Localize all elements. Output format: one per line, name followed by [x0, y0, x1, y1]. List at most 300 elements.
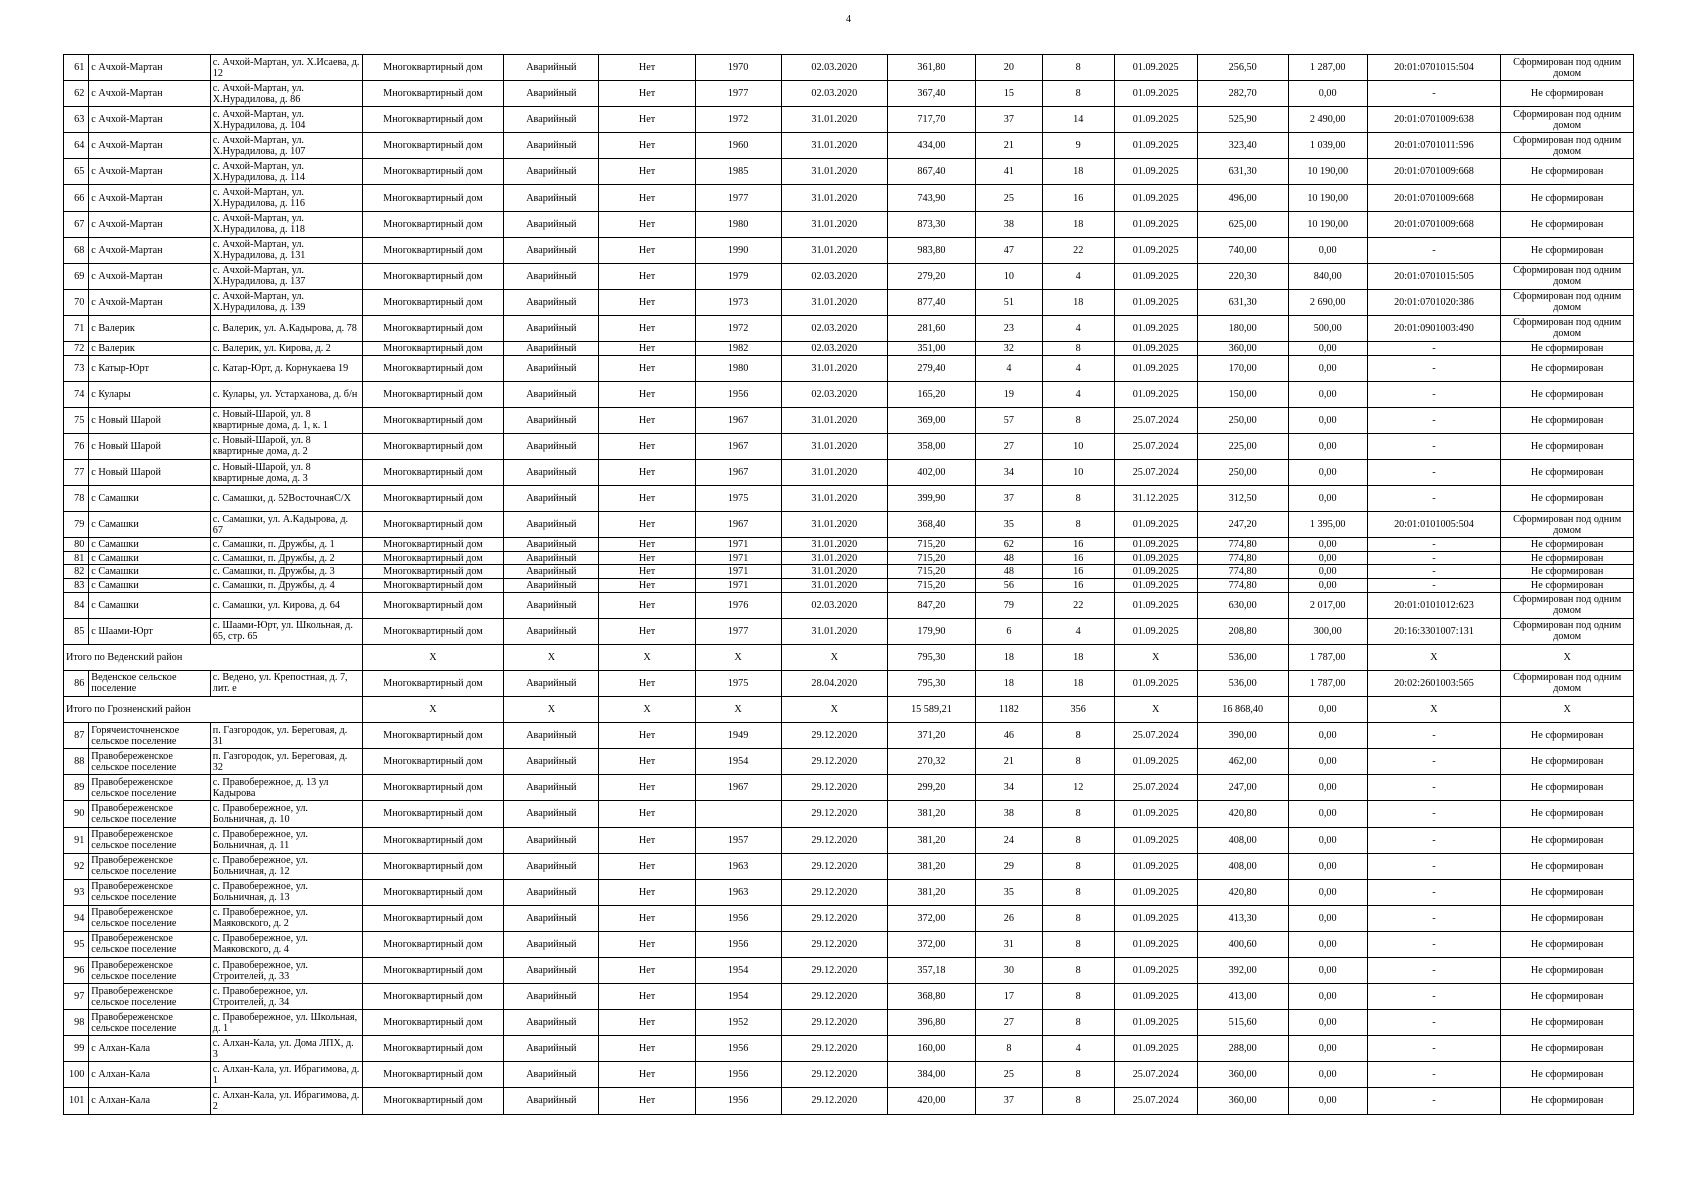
cell-year-built: 1956	[695, 1062, 781, 1088]
cell-year-built: 1967	[695, 775, 781, 801]
cell-flag: Нет	[599, 315, 695, 341]
cell-land-status: Не сформирован	[1501, 381, 1634, 407]
cell-land-status: Не сформирован	[1501, 853, 1634, 879]
cell-residents: 32	[975, 342, 1042, 356]
cell-resettlement-date: 01.09.2025	[1114, 342, 1197, 356]
cell-recognition-date: 31.01.2020	[781, 355, 887, 381]
cell-year-built: 1956	[695, 381, 781, 407]
cell-address: с. Ачхой-Мартан, ул. Х.Нурадилова, д. 137	[210, 263, 362, 289]
cell-cadastral-number: -	[1367, 81, 1501, 107]
cell-apartments: 8	[1042, 801, 1114, 827]
cell-area: 351,00	[887, 342, 975, 356]
cell-area: 877,40	[887, 289, 975, 315]
cell-residents: 10	[975, 263, 1042, 289]
cell-year-built: 1979	[695, 263, 781, 289]
cell-house-condition: Аварийный	[504, 592, 599, 618]
cell-house-type: Многоквартирный дом	[362, 801, 504, 827]
cell-house-type: Многоквартирный дом	[362, 853, 504, 879]
cell-settlement: с Самашки	[89, 579, 210, 593]
cell-land-status: Не сформирован	[1501, 905, 1634, 931]
cell-house-condition: Аварийный	[504, 381, 599, 407]
cell-row-number: 72	[64, 342, 89, 356]
cell-apartments: 8	[1042, 407, 1114, 433]
cell-residents: 20	[975, 55, 1042, 81]
cell-land-status: Сформирован под одним домом	[1501, 670, 1634, 696]
cell-recognition-date: 02.03.2020	[781, 81, 887, 107]
cell-residents: 23	[975, 315, 1042, 341]
cell-apartments: 10	[1042, 433, 1114, 459]
cell-house-condition: Аварийный	[504, 1010, 599, 1036]
cell-cadastral-number: 20:02:2601003:565	[1367, 670, 1501, 696]
cell-house-condition: Аварийный	[504, 957, 599, 983]
cell-year-built: 1956	[695, 931, 781, 957]
cell-flag: Нет	[599, 211, 695, 237]
cell-flag: Нет	[599, 342, 695, 356]
cell-address: с. Алхан-Кала, ул. Дома ЛПХ, д. 3	[210, 1036, 362, 1062]
cell-recognition-date: 29.12.2020	[781, 827, 887, 853]
cell-address: с. Кулары, ул. Устарханова, д. б/н	[210, 381, 362, 407]
cell-cadastral-number: -	[1367, 381, 1501, 407]
cell-settlement: с Алхан-Кала	[89, 1062, 210, 1088]
cell-area: 434,00	[887, 133, 975, 159]
cell-area: 381,20	[887, 827, 975, 853]
cell-resettlement-date: 25.07.2024	[1114, 407, 1197, 433]
cell-cadastral-number: -	[1367, 433, 1501, 459]
cell-settlement: с Алхан-Кала	[89, 1088, 210, 1114]
cell-cadastral-number: -	[1367, 723, 1501, 749]
cell-row-number: 77	[64, 460, 89, 486]
cell-apartments: 18	[1042, 211, 1114, 237]
cell-row-number: 92	[64, 853, 89, 879]
cell-apartments: 16	[1042, 579, 1114, 593]
table-body	[64, 55, 1634, 1115]
cell-residents: 30	[975, 957, 1042, 983]
cell-address: с. Новый-Шарой, ул. 8 квартирные дома, д. 3	[210, 460, 362, 486]
cell-cadastral-number: 20:01:0701015:504	[1367, 55, 1501, 81]
cell-house-type: Многоквартирный дом	[362, 381, 504, 407]
cell-area: 372,00	[887, 931, 975, 957]
cell-recognition-date: 29.12.2020	[781, 1088, 887, 1114]
cell-area: 179,90	[887, 618, 975, 644]
cell-land-status: Не сформирован	[1501, 1036, 1634, 1062]
cell-cadastral-number: 20:01:0701009:668	[1367, 159, 1501, 185]
subtotal-row	[64, 644, 1634, 670]
cell-land-area: 840,00	[1288, 263, 1367, 289]
cell-apartments: 8	[1042, 1062, 1114, 1088]
cell-year-built: 1960	[695, 133, 781, 159]
cell-resettlement-date: 01.09.2025	[1114, 879, 1197, 905]
cell-house-type: X	[362, 644, 504, 670]
cell-house-type: Многоквартирный дом	[362, 342, 504, 356]
cell-house-type: Многоквартирный дом	[362, 931, 504, 957]
cell-land-area: 0,00	[1288, 957, 1367, 983]
cell-recognition-date: 31.01.2020	[781, 289, 887, 315]
cell-row-number: 65	[64, 159, 89, 185]
cell-resettlement-date: 01.09.2025	[1114, 931, 1197, 957]
table-row	[64, 618, 1634, 644]
cell-recognition-date: 29.12.2020	[781, 879, 887, 905]
cell-recognition-date: 02.03.2020	[781, 592, 887, 618]
cell-apartments: 8	[1042, 827, 1114, 853]
cell-house-type: Многоквартирный дом	[362, 538, 504, 552]
cell-resettled-area: 360,00	[1197, 1062, 1288, 1088]
cell-row-number: 100	[64, 1062, 89, 1088]
cell-recognition-date: 29.12.2020	[781, 801, 887, 827]
cell-resettlement-date: 01.09.2025	[1114, 827, 1197, 853]
cell-cadastral-number: 20:01:0701009:638	[1367, 107, 1501, 133]
cell-area: 867,40	[887, 159, 975, 185]
cell-residents: 24	[975, 827, 1042, 853]
table-row	[64, 565, 1634, 579]
table-row	[64, 538, 1634, 552]
cell-resettled-area: 250,00	[1197, 407, 1288, 433]
cell-resettled-area: 150,00	[1197, 381, 1288, 407]
cell-resettlement-date: 01.09.2025	[1114, 984, 1197, 1010]
cell-residents: 34	[975, 775, 1042, 801]
cell-cadastral-number: -	[1367, 749, 1501, 775]
cell-house-condition: Аварийный	[504, 538, 599, 552]
cell-flag: Нет	[599, 1010, 695, 1036]
cell-residents: 27	[975, 1010, 1042, 1036]
cell-land-status: Сформирован под одним домом	[1501, 55, 1634, 81]
cell-settlement: Правобереженское сельское поселение	[89, 853, 210, 879]
cell-land-status: Сформирован под одним домом	[1501, 592, 1634, 618]
cell-area: 381,20	[887, 853, 975, 879]
cell-cadastral-number: 20:01:0901003:490	[1367, 315, 1501, 341]
cell-address: с. Новый-Шарой, ул. 8 квартирные дома, д. 1, к. 1	[210, 407, 362, 433]
cell-resettlement-date: 01.09.2025	[1114, 579, 1197, 593]
cell-year-built: 1967	[695, 460, 781, 486]
cell-area: 795,30	[887, 644, 975, 670]
cell-cadastral-number: -	[1367, 486, 1501, 512]
cell-cadastral-number: -	[1367, 1010, 1501, 1036]
cell-house-type: Многоквартирный дом	[362, 827, 504, 853]
cell-year-built: 1975	[695, 486, 781, 512]
cell-house-type: X	[362, 697, 504, 723]
cell-house-condition: Аварийный	[504, 342, 599, 356]
cell-row-number: 79	[64, 512, 89, 538]
cell-area: 717,70	[887, 107, 975, 133]
cell-land-status: Не сформирован	[1501, 827, 1634, 853]
cell-row-number: 101	[64, 1088, 89, 1114]
cell-apartments: 8	[1042, 1088, 1114, 1114]
cell-land-area: 0,00	[1288, 460, 1367, 486]
table-row	[64, 592, 1634, 618]
table-row	[64, 107, 1634, 133]
cell-house-type: Многоквартирный дом	[362, 984, 504, 1010]
cell-address: с. Правобережное, ул. Больничная, д. 10	[210, 801, 362, 827]
cell-settlement: Правобереженское сельское поселение	[89, 775, 210, 801]
cell-apartments: 8	[1042, 931, 1114, 957]
cell-residents: 21	[975, 749, 1042, 775]
cell-year-built: 1972	[695, 107, 781, 133]
cell-resettlement-date: 01.09.2025	[1114, 81, 1197, 107]
cell-apartments: 18	[1042, 159, 1114, 185]
cell-settlement: с Ачхой-Мартан	[89, 133, 210, 159]
cell-settlement: Правобереженское сельское поселение	[89, 827, 210, 853]
cell-residents: 17	[975, 984, 1042, 1010]
cell-house-type: Многоквартирный дом	[362, 55, 504, 81]
cell-settlement: с Новый Шарой	[89, 460, 210, 486]
cell-house-type: Многоквартирный дом	[362, 407, 504, 433]
cell-land-area: 0,00	[1288, 551, 1367, 565]
table-row	[64, 957, 1634, 983]
cell-year-built: 1976	[695, 592, 781, 618]
cell-house-condition: Аварийный	[504, 355, 599, 381]
cell-address: с. Самашки, ул. Кирова, д. 64	[210, 592, 362, 618]
cell-settlement: Правобереженское сельское поселение	[89, 1010, 210, 1036]
cell-row-number: 82	[64, 565, 89, 579]
cell-residents: 35	[975, 879, 1042, 905]
cell-resettlement-date: 01.09.2025	[1114, 55, 1197, 81]
page-number: 4	[846, 14, 851, 25]
cell-flag: Нет	[599, 237, 695, 263]
cell-address: с. Алхан-Кала, ул. Ибрагимова, д. 2	[210, 1088, 362, 1114]
cell-flag: Нет	[599, 879, 695, 905]
cell-house-condition: Аварийный	[504, 905, 599, 931]
cell-house-type: Многоквартирный дом	[362, 1062, 504, 1088]
cell-row-number: 61	[64, 55, 89, 81]
cell-resettled-area: 400,60	[1197, 931, 1288, 957]
cell-settlement: Правобереженское сельское поселение	[89, 957, 210, 983]
cell-cadastral-number: X	[1367, 697, 1501, 723]
cell-recognition-date: 31.01.2020	[781, 486, 887, 512]
cell-resettlement-date: 01.09.2025	[1114, 551, 1197, 565]
cell-resettled-area: 536,00	[1197, 670, 1288, 696]
cell-house-condition: Аварийный	[504, 1088, 599, 1114]
cell-house-type: Многоквартирный дом	[362, 355, 504, 381]
cell-land-status: Не сформирован	[1501, 185, 1634, 211]
cell-resettled-area: 170,00	[1197, 355, 1288, 381]
cell-address: с. Правобережное, ул. Маяковского, д. 2	[210, 905, 362, 931]
cell-settlement: с Самашки	[89, 486, 210, 512]
cell-house-type: Многоквартирный дом	[362, 592, 504, 618]
cell-resettled-area: 631,30	[1197, 159, 1288, 185]
cell-resettled-area: 323,40	[1197, 133, 1288, 159]
cell-resettlement-date: 01.09.2025	[1114, 107, 1197, 133]
cell-address: с. Ведено, ул. Крепостная, д. 7, лит. е	[210, 670, 362, 696]
cell-land-area: 0,00	[1288, 1036, 1367, 1062]
cell-house-condition: Аварийный	[504, 931, 599, 957]
cell-resettled-area: 282,70	[1197, 81, 1288, 107]
cell-year-built: 1954	[695, 984, 781, 1010]
table-row	[64, 407, 1634, 433]
cell-house-type: Многоквартирный дом	[362, 512, 504, 538]
cell-area: 368,40	[887, 512, 975, 538]
cell-area: 357,18	[887, 957, 975, 983]
cell-cadastral-number: -	[1367, 1088, 1501, 1114]
cell-cadastral-number: 20:01:0101012:623	[1367, 592, 1501, 618]
cell-resettled-area: 288,00	[1197, 1036, 1288, 1062]
cell-house-type: Многоквартирный дом	[362, 749, 504, 775]
cell-land-status: Сформирован под одним домом	[1501, 133, 1634, 159]
cell-cadastral-number: -	[1367, 801, 1501, 827]
cell-house-condition: Аварийный	[504, 801, 599, 827]
cell-settlement: с Новый Шарой	[89, 433, 210, 459]
cell-resettled-area: 774,80	[1197, 538, 1288, 552]
table-row	[64, 237, 1634, 263]
table-row	[64, 905, 1634, 931]
cell-flag: Нет	[599, 159, 695, 185]
cell-cadastral-number: 20:01:0701020:386	[1367, 289, 1501, 315]
cell-resettled-area: 360,00	[1197, 1088, 1288, 1114]
cell-row-number: 64	[64, 133, 89, 159]
cell-recognition-date: 31.01.2020	[781, 565, 887, 579]
cell-cadastral-number: X	[1367, 644, 1501, 670]
cell-address: с. Самашки, п. Дружбы, д. 3	[210, 565, 362, 579]
cell-house-type: Многоквартирный дом	[362, 107, 504, 133]
table-row	[64, 579, 1634, 593]
cell-apartments: 8	[1042, 957, 1114, 983]
cell-year-built: 1967	[695, 433, 781, 459]
cell-resettlement-date: 01.09.2025	[1114, 618, 1197, 644]
cell-year-built: 1957	[695, 827, 781, 853]
cell-apartments: 8	[1042, 512, 1114, 538]
cell-settlement: с Самашки	[89, 538, 210, 552]
cell-resettled-area: 462,00	[1197, 749, 1288, 775]
cell-address: с. Правобережное, д. 13 ул Кадырова	[210, 775, 362, 801]
cell-address: с. Правобережное, ул. Больничная, д. 11	[210, 827, 362, 853]
cell-house-condition: Аварийный	[504, 551, 599, 565]
cell-settlement: с Самашки	[89, 512, 210, 538]
cell-row-number: 93	[64, 879, 89, 905]
cell-area: 715,20	[887, 565, 975, 579]
cell-resettlement-date: 01.09.2025	[1114, 355, 1197, 381]
table-row	[64, 775, 1634, 801]
cell-land-area: 0,00	[1288, 579, 1367, 593]
cell-flag: Нет	[599, 355, 695, 381]
cell-residents: 21	[975, 133, 1042, 159]
cell-area: 381,20	[887, 879, 975, 905]
cell-recognition-date: 29.12.2020	[781, 1036, 887, 1062]
table-row	[64, 342, 1634, 356]
cell-flag: Нет	[599, 618, 695, 644]
cell-recognition-date: 29.12.2020	[781, 853, 887, 879]
cell-address: с. Ачхой-Мартан, ул. Х.Нурадилова, д. 86	[210, 81, 362, 107]
table-row	[64, 1010, 1634, 1036]
table-row	[64, 827, 1634, 853]
cell-land-area: 0,00	[1288, 749, 1367, 775]
cell-recognition-date: 31.01.2020	[781, 433, 887, 459]
cell-house-type: Многоквартирный дом	[362, 551, 504, 565]
cell-recognition-date: 29.12.2020	[781, 957, 887, 983]
table-row	[64, 512, 1634, 538]
cell-resettlement-date: 25.07.2024	[1114, 460, 1197, 486]
cell-year-built: 1956	[695, 1036, 781, 1062]
cell-house-type: Многоквартирный дом	[362, 723, 504, 749]
cell-area: 371,20	[887, 723, 975, 749]
cell-settlement: Правобереженское сельское поселение	[89, 984, 210, 1010]
cell-residents: 48	[975, 565, 1042, 579]
cell-house-type: Многоквартирный дом	[362, 957, 504, 983]
cell-resettled-area: 413,30	[1197, 905, 1288, 931]
cell-row-number: 85	[64, 618, 89, 644]
cell-year-built: 1972	[695, 315, 781, 341]
cell-area: 270,32	[887, 749, 975, 775]
cell-recognition-date: 02.03.2020	[781, 55, 887, 81]
cell-resettled-area: 420,80	[1197, 801, 1288, 827]
cell-settlement: с Катыр-Юрт	[89, 355, 210, 381]
cell-resettlement-date: 01.09.2025	[1114, 565, 1197, 579]
cell-residents: 8	[975, 1036, 1042, 1062]
cell-recognition-date: 31.01.2020	[781, 512, 887, 538]
cell-year-built: 1956	[695, 905, 781, 931]
cell-year-built: 1971	[695, 551, 781, 565]
table-row	[64, 1062, 1634, 1088]
cell-land-area: 500,00	[1288, 315, 1367, 341]
cell-house-condition: Аварийный	[504, 263, 599, 289]
cell-house-condition: Аварийный	[504, 749, 599, 775]
cell-house-type: Многоквартирный дом	[362, 879, 504, 905]
cell-house-type: Многоквартирный дом	[362, 579, 504, 593]
cell-apartments: 4	[1042, 381, 1114, 407]
cell-house-type: Многоквартирный дом	[362, 433, 504, 459]
cell-row-number: 86	[64, 670, 89, 696]
cell-land-status: Не сформирован	[1501, 1062, 1634, 1088]
cell-land-area: 0,00	[1288, 984, 1367, 1010]
cell-settlement: с Шаами-Юрт	[89, 618, 210, 644]
cell-house-condition: Аварийный	[504, 237, 599, 263]
cell-address: с. Самашки, п. Дружбы, д. 2	[210, 551, 362, 565]
cell-year-built: 1985	[695, 159, 781, 185]
cell-house-condition: Аварийный	[504, 984, 599, 1010]
cell-land-status: Сформирован под одним домом	[1501, 263, 1634, 289]
cell-house-type: Многоквартирный дом	[362, 185, 504, 211]
cell-apartments: 4	[1042, 355, 1114, 381]
cell-address: с. Правобережное, ул. Маяковского, д. 4	[210, 931, 362, 957]
cell-land-area: 2 017,00	[1288, 592, 1367, 618]
table-row	[64, 159, 1634, 185]
cell-address: с. Алхан-Кала, ул. Ибрагимова, д. 1	[210, 1062, 362, 1088]
table-row	[64, 931, 1634, 957]
cell-land-status: Не сформирован	[1501, 407, 1634, 433]
cell-land-area: 10 190,00	[1288, 159, 1367, 185]
cell-residents: 31	[975, 931, 1042, 957]
cell-flag: Нет	[599, 1062, 695, 1088]
cell-flag: Нет	[599, 107, 695, 133]
cell-area: 369,00	[887, 407, 975, 433]
table-row	[64, 749, 1634, 775]
cell-resettled-area: 16 868,40	[1197, 697, 1288, 723]
cell-resettled-area: 496,00	[1197, 185, 1288, 211]
cell-land-status: Не сформирован	[1501, 538, 1634, 552]
cell-area: 873,30	[887, 211, 975, 237]
cell-recognition-date: 28.04.2020	[781, 670, 887, 696]
cell-recognition-date: 29.12.2020	[781, 931, 887, 957]
cell-residents: 18	[975, 644, 1042, 670]
cell-year-built: 1954	[695, 749, 781, 775]
cell-recognition-date: 29.12.2020	[781, 723, 887, 749]
cell-house-condition: Аварийный	[504, 107, 599, 133]
cell-resettled-area: 408,00	[1197, 827, 1288, 853]
cell-area: 420,00	[887, 1088, 975, 1114]
cell-resettlement-date: 01.09.2025	[1114, 1010, 1197, 1036]
cell-address: с. Ачхой-Мартан, ул. Х.Нурадилова, д. 139	[210, 289, 362, 315]
cell-settlement: с Кулары	[89, 381, 210, 407]
cell-house-condition: Аварийный	[504, 407, 599, 433]
cell-land-area: 0,00	[1288, 486, 1367, 512]
cell-area: 743,90	[887, 185, 975, 211]
cell-resettlement-date: 01.09.2025	[1114, 957, 1197, 983]
cell-cadastral-number: -	[1367, 551, 1501, 565]
cell-land-status: Сформирован под одним домом	[1501, 315, 1634, 341]
cell-residents: 35	[975, 512, 1042, 538]
cell-house-condition: Аварийный	[504, 55, 599, 81]
cell-resettlement-date: 01.09.2025	[1114, 133, 1197, 159]
cell-area: 396,80	[887, 1010, 975, 1036]
cell-residents: 62	[975, 538, 1042, 552]
cell-land-area: 0,00	[1288, 827, 1367, 853]
